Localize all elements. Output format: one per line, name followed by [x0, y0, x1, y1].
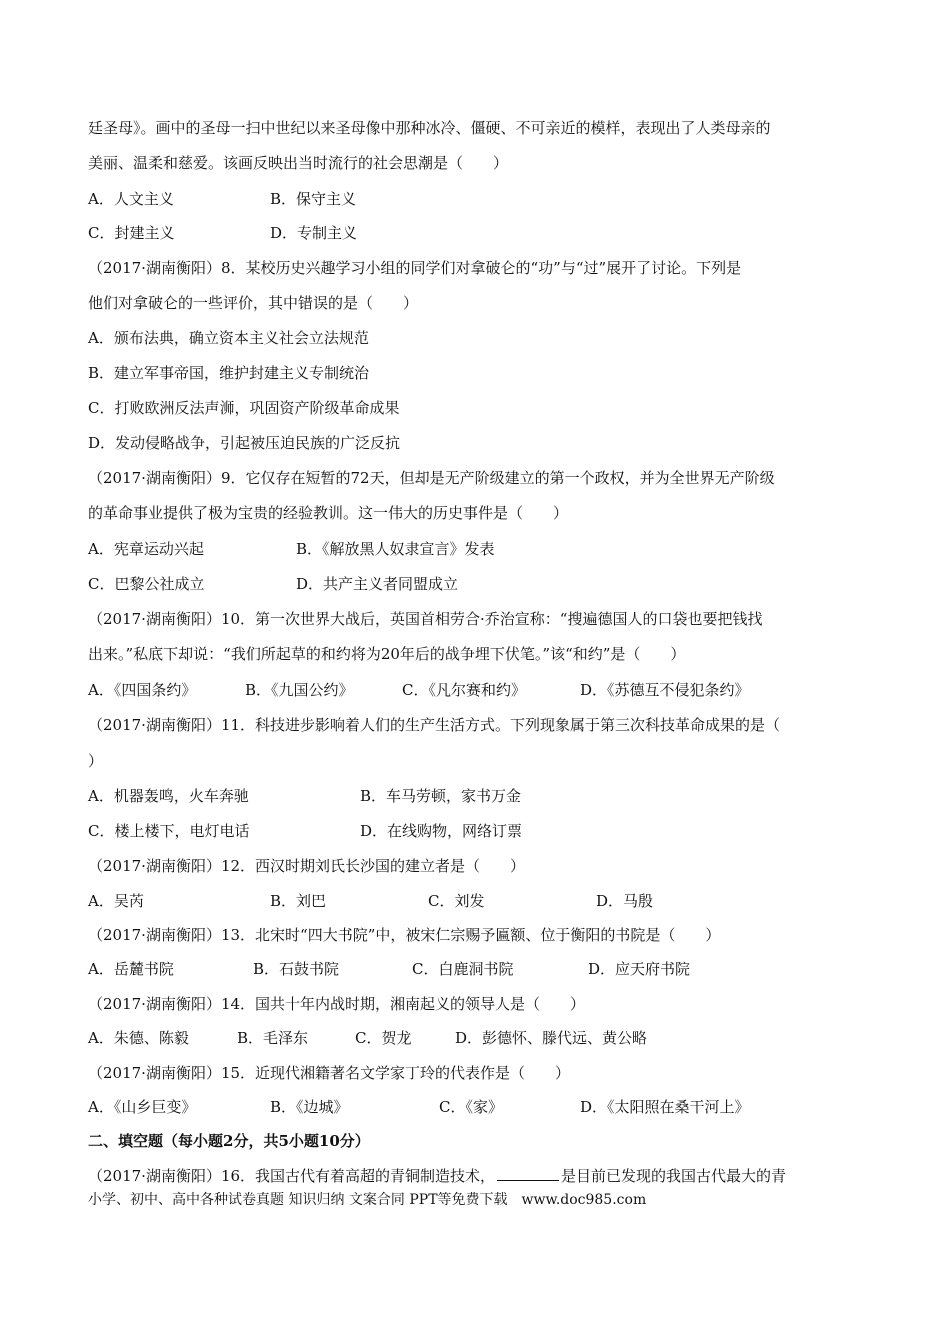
option-b: B．《九国公约》 — [245, 681, 354, 699]
question-7-text-line-1: 廷圣母》。画中的圣母一扫中世纪以来圣母像中那种冰冷、僵硬、不可亲近的模样，表现出了人类母亲的 — [88, 119, 771, 137]
answer-blank — [497, 1166, 559, 1181]
option-c: C．刘发 — [428, 892, 485, 910]
question-12-text: （2017·湖南衡阳）12．西汉时期刘氏长沙国的建立者是（ ） — [88, 857, 526, 875]
question-8-text-line-1: （2017·湖南衡阳）8．某校历史兴趣学习小组的同学们对拿破仑的“功”与“过”展开了讨论。下列是 — [88, 259, 742, 277]
question-8-option-d: D．发动侵略战争，引起被压迫民族的广泛反抗 — [88, 434, 401, 452]
option-b: B．保守主义 — [270, 190, 357, 208]
option-b: B．《解放黑人奴隶宣言》发表 — [296, 540, 495, 558]
question-8-text-line-2: 他们对拿破仑的一些评价，其中错误的是（ ） — [88, 294, 419, 312]
question-9-text-line-2: 的革命事业提供了极为宝贵的经验教训。这一伟大的历史事件是（ ） — [88, 504, 569, 522]
option-d: D．《太阳照在桑干河上》 — [580, 1098, 750, 1116]
question-8-option-c: C．打败欧洲反法声浉，巩固资产阶级革命成果 — [88, 399, 400, 417]
option-c: C．楼上楼下，电灯电话 — [88, 822, 250, 840]
option-b: B．刘巴 — [270, 892, 327, 910]
question-14-text: （2017·湖南衡阳）14．国共十年内战时期，湘南起义的领导人是（ ） — [88, 995, 586, 1013]
option-a: A．《山乡巨变》 — [88, 1098, 197, 1116]
option-b: B．《边城》 — [270, 1098, 349, 1116]
option-b: B．石鼓书院 — [253, 960, 340, 978]
option-b: B．车马劳顿，家书万金 — [360, 787, 522, 805]
question-9-text-line-1: （2017·湖南衡阳）9．它仅存在短暂的72天，但却是无产阶级建立的第一个政权，并为全世界无产阶级 — [88, 469, 775, 487]
option-d: D．《苏德互不侵犯条约》 — [580, 681, 750, 699]
option-c: C．巴黎公社成立 — [88, 575, 205, 593]
question-11-text-line-2: ） — [88, 752, 104, 770]
question-10-text-line-1: （2017·湖南衡阳）10．第一次世界大战后，英国首相劳合·乔治宣称：“搜遍德国人的口袋也要把钱找 — [88, 610, 763, 628]
question-16-prefix: （2017·湖南衡阳）16．我国古代有着高超的青铜制造技术， — [88, 1167, 496, 1185]
option-c: C．白鹿洞书院 — [412, 960, 514, 978]
question-16-text — [88, 1166, 786, 1186]
option-a: A．机器轰鸣，火车奔驰 — [88, 787, 249, 805]
question-8-option-b: B．建立军事帝国，维护封建主义专制统治 — [88, 364, 370, 382]
option-d: D．在线购物，网络订票 — [360, 822, 523, 840]
option-a: A．《四国条约》 — [88, 681, 197, 699]
option-c: C．封建主义 — [88, 224, 175, 242]
option-c: C．贺龙 — [355, 1029, 412, 1047]
question-13-text: （2017·湖南衡阳）13．北宋时“四大书院”中，被宋仁宗赐予匾额、位于衡阳的书院是（ ） — [88, 926, 721, 944]
option-c: C．《家》 — [439, 1098, 503, 1116]
question-16-suffix: 是目前已发现的我国古代最大的青 — [561, 1167, 787, 1185]
option-a: A．岳麓书院 — [88, 960, 174, 978]
option-d: D．应天府书院 — [588, 960, 691, 978]
question-15-text: （2017·湖南衡阳）15．近现代湘籍著名文学家丁玲的代表作是（ ） — [88, 1064, 571, 1082]
option-d: D．共产主义者同盟成立 — [296, 575, 459, 593]
option-a: A．朱德、陈毅 — [88, 1029, 189, 1047]
option-a: A．吴芮 — [88, 892, 144, 910]
option-a: A．宪章运动兴起 — [88, 540, 204, 558]
question-11-text-line-1: （2017·湖南衡阳）11．科技进步影响着人们的生产生活方式。下列现象属于第三次科技革命成果的是（ — [88, 716, 781, 734]
option-d: D．专制主义 — [270, 224, 358, 242]
section-heading: 二、填空题（每小题2分，共5小题10分） — [88, 1132, 370, 1150]
question-7-text-line-2: 美丽、温柔和慈爱。该画反映出当时流行的社会思潮是（ ） — [88, 154, 509, 172]
question-8-option-a: A．颁布法典，确立资本主义社会立法规范 — [88, 329, 369, 347]
option-c: C．《凡尔赛和约》 — [402, 681, 526, 699]
question-10-text-line-2: 出来。”私底下却说：“我们所起草的和约将为20年后的战争埋下伏笔。”该“和约”是（ ） — [88, 645, 686, 663]
option-b: B．毛泽东 — [237, 1029, 309, 1047]
page-footer: 小学、初中、高中各种试卷真题 知识归纳 文案合同 PPT等免费下载 www.doc985.com — [88, 1192, 647, 1208]
option-d: D．彭德怀、滕代远、黄公略 — [455, 1029, 648, 1047]
option-d: D．马殷 — [596, 892, 654, 910]
option-a: A．人文主义 — [88, 190, 174, 208]
